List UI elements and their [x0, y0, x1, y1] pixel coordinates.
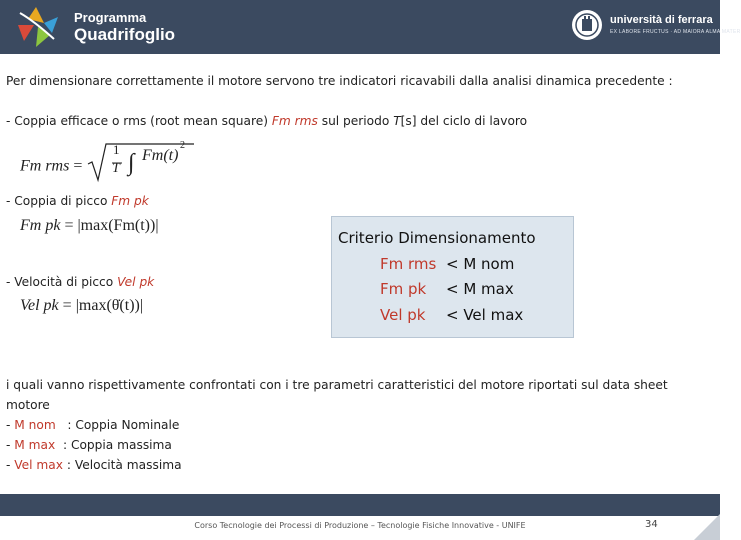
brand-programma: Programma — [74, 10, 147, 25]
criterion-title: Criterio Dimensionamento — [338, 229, 536, 247]
unife-logo — [570, 8, 741, 46]
item-peak-velocity-prefix: - Velocità di picco — [6, 275, 118, 289]
criterion-row — [380, 255, 514, 273]
criterion-row — [380, 306, 523, 324]
university-motto: EX LABORE FRUCTUS · AD MAIORA ALMA MATER — [610, 29, 741, 35]
university-name: università di ferrara — [610, 14, 713, 26]
item-peak-velocity-key: Vel pk — [117, 275, 155, 289]
formula-rms-num: 1 — [113, 142, 120, 157]
def-text: : Coppia Nominale — [55, 418, 180, 432]
criterion-key: Vel pk — [380, 306, 426, 324]
formula-rms-den: T — [112, 161, 120, 176]
comparison-text: i quali vanno rispettivamente confrontati con i tre parametri caratteristici del motore riportati sul data sheet — [6, 378, 668, 392]
intro-text: Per dimensionare correttamente il motore servono tre indicatori ricavabili dalla analisi dinamica precedente : — [6, 74, 673, 88]
page-number: 34 — [645, 519, 658, 530]
item-peak-torque — [6, 194, 149, 208]
footer-course: Corso Tecnologie dei Processi di Produzione – Tecnologie Fisiche Innovative - UNIFE — [194, 521, 526, 530]
footer-bar — [0, 494, 720, 516]
formula-rms-func: Fm(t) — [142, 147, 179, 164]
formula-rms-lhs: Fm rms — [20, 157, 70, 175]
item-rms-suffix: [s] del ciclo di lavoro — [400, 114, 528, 128]
item-rms — [6, 114, 527, 128]
item-rms-period: T — [393, 114, 401, 128]
formula-peak-velocity-rhs: max(θ̇(t)) — [78, 297, 140, 314]
def-prefix: - — [6, 418, 15, 432]
formula-rms-exp: 2 — [180, 140, 185, 151]
item-peak-torque-key: Fm pk — [111, 194, 149, 208]
criterion-value: < Vel max — [446, 306, 524, 324]
formula-peak-torque: Fm pk = |max(Fm(t))| — [20, 217, 159, 234]
criterion-value: < M max — [446, 280, 514, 298]
corner-fold-icon — [680, 514, 720, 540]
def-key: M nom — [14, 418, 56, 432]
formula-peak-torque-rhs: max(Fm(t)) — [80, 217, 156, 234]
def-item — [6, 418, 179, 432]
criterion-value: < M nom — [446, 255, 515, 273]
def-key: Vel max — [14, 458, 63, 472]
criterion-box — [331, 216, 574, 338]
item-peak-torque-prefix: - Coppia di picco — [6, 194, 112, 208]
def-item — [6, 458, 182, 472]
def-prefix: - — [6, 438, 15, 452]
formula-peak-velocity: Vel pk = |max(θ̇(t))| — [20, 297, 144, 314]
def-text: : Coppia massima — [55, 438, 172, 452]
criterion-key: Fm pk — [380, 280, 427, 298]
item-peak-velocity — [6, 275, 154, 289]
item-rms-mid: sul periodo — [317, 114, 394, 128]
formula-rms: Fm rms = 1 T ∫ Fm(t) 2 — [20, 144, 196, 190]
item-rms-key: Fm rms — [271, 114, 318, 128]
formula-peak-torque-lhs: Fm pk — [20, 217, 61, 234]
comparison-text-cont: motore — [6, 398, 50, 412]
header-bar — [0, 0, 741, 54]
def-item — [6, 438, 172, 452]
formula-peak-velocity-lhs: Vel pk — [20, 297, 59, 314]
def-text: : Velocità massima — [62, 458, 182, 472]
quadrifoglio-icon — [14, 3, 62, 51]
unife-seal-icon — [570, 8, 604, 42]
brand-quadrifoglio: Quadrifoglio — [74, 25, 176, 44]
def-key: M max — [14, 438, 56, 452]
criterion-row — [380, 280, 514, 298]
programma-quadrifoglio-logo — [14, 3, 204, 51]
item-rms-prefix: - Coppia efficace o rms (root mean square) — [6, 114, 272, 128]
integral-sign: ∫ — [128, 150, 135, 176]
criterion-key: Fm rms — [380, 255, 437, 273]
def-prefix: - — [6, 458, 15, 472]
